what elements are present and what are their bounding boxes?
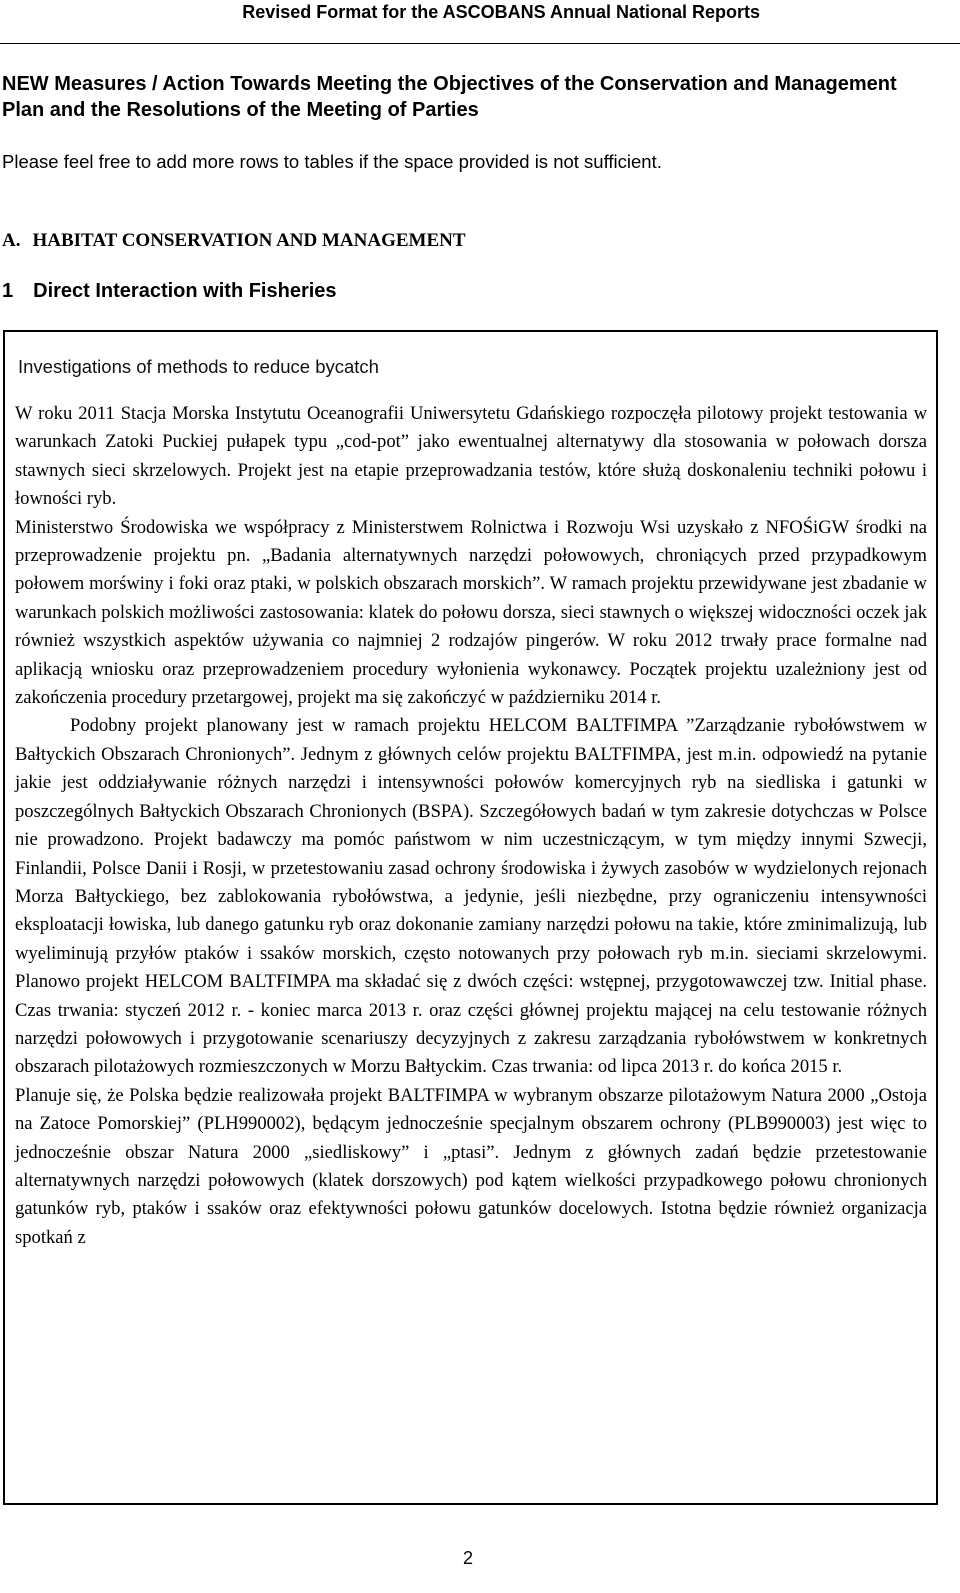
instruction-text: Please feel free to add more rows to tables if the space provided is not sufficient. (2, 151, 662, 172)
bycatch-content-box (3, 330, 938, 1505)
paragraph-ministry-project: Ministerstwo Środowiska we współpracy z Ministerstwem Rolnictwa i Rozwoju Wsi uzyskało z NFOŚiGW środki na przeprowadzenie projektu pn. „Badania alternatywnych narzędzi połowowych, chroniących przed przypadkowym połowem morświny i foki oraz ptaki, w polskich obszarach morskich”. W ramach projektu przewidywane jest zbadanie w warunkach polskich możliwości zastosowania: klatek do połowu dorsza, sieci stawnych o większej widoczności oczek jak również wszystkich aspektów używania co najmniej 2 rodzajów pingerów. W roku 2012 trwały prace formalne nad aplikacją wniosku oraz przeprowadzeniem procedury wyłonienia wykonawcy. Początek projektu uzależniony jest od zakończenia procedury przetargowej, projekt ma się zakończyć w październiku 2014 r. (15, 516, 927, 709)
paragraph-poland-plan: Planuje się, że Polska będzie realizowała projekt BALTFIMPA w wybranym obszarze pilotażowym Natura 2000 „Ostoja na Zatoce Pomorskiej” (PLH990002), będącym jednocześnie specjalnym obszarem ochrony (PLB990003) jest więc to jednocześnie obszar Natura 2000 „siedliskowy” i „ptasi”. Jednym z głównych zadań będzie przetestowanie alternatywnych narzędzi połowowych (klatek dorszowych) pod kątem wielkości przypadkowego połowu chronionych gatunków ryb, ptaków i ssaków oraz efektywności połowu gatunków docelowych. Istotna będzie również organizacja spotkań z (15, 1084, 927, 1248)
section-title: NEW Measures / Action Towards Meeting the Objectives of the Conservation and Management Plan and the Resolutions of the Meeting of Parties (2, 73, 897, 121)
section-a-letter: A. (2, 230, 21, 251)
paragraph-pilot-project: W roku 2011 Stacja Morska Instytutu Oceanografii Uniwersytetu Gdańskiego rozpoczęła pilotowy projekt testowania w warunkach Zatoki Puckiej pułapek typu „cod-pot” jako ewentualnej alternatywy dla stosowania w połowach dorsza stawnych sieci skrzelowych. Projekt jest na etapie przeprowadzania testów, które służą doskonaleniu techniki połowu i łowności ryb. (15, 403, 927, 510)
box-caption: Investigations of methods to reduce bycatch (18, 356, 379, 377)
section-a-title: HABITAT CONSERVATION AND MANAGEMENT (32, 230, 466, 251)
page-number: 2 (462, 1548, 473, 1568)
running-header: Revised Format for the ASCOBANS Annual National Reports (242, 2, 760, 22)
paragraph-baltfimpa: Podobny projekt planowany jest w ramach projektu HELCOM BALTFIMPA ”Zarządzanie rybołówstwem w Bałtyckich Obszarach Chronionych”. Jednym z głównych celów projektu BALTFIMPA, jest m.in. odpowiedź na pytanie jakie jest oddziaływanie różnych narzędzi i intensywności połowów komercyjnych ryb na siedliska i gatunki w poszczególnych Bałtyckich Obszarach Chronionych (BSPA). Szczegółowych badań w tym zakresie dotychczas w Polsce nie prowadzono. Projekt badawczy ma pomóc państwom w nim uczestniczącym, w tym między innymi Szwecji, Finlandii, Polsce Danii i Rosji, w przetestowaniu zasad ochrony środowiska i żywych zasobów w wydzielonych rejonach Morza Bałtyckiego, bez zablokowania rybołówstwa, a jedynie, jeśli niezbędne, przy ograniczeniu intensywności eksploatacji łowiska, lub danego gatunku ryb oraz dokonanie zamiany narzędzi połowu na takie, które zminimalizują, lub wyeliminują przyłów ptaków i ssaków morskich, często notowanych przy połowach ryb m.in. sieciami skrzelowymi. Planowo projekt HELCOM BALTFIMPA ma składać się z dwóch części: wstępnej, przygotowawczej tzw. Initial phase. Czas trwania: styczeń 2012 r. - koniec marca 2013 r. oraz części głównej projektu mającej na celu testowanie różnych narzędzi połowowych i przygotowanie scenariuszy decyzyjnych z zakresu zarządzania rybołówstwem w konkretnych obszarach pilotażowych rozmieszczonych w Morzu Bałtyckim. Czas trwania: od lipca 2013 r. do końca 2015 r. (15, 715, 927, 1078)
header-divider (0, 43, 960, 44)
subsection-1-heading (2, 278, 337, 304)
section-a-heading (2, 228, 466, 254)
subsection-1-number: 1 (2, 280, 14, 302)
body-text (15, 400, 927, 1252)
subsection-1-title: Direct Interaction with Fisheries (33, 280, 337, 302)
